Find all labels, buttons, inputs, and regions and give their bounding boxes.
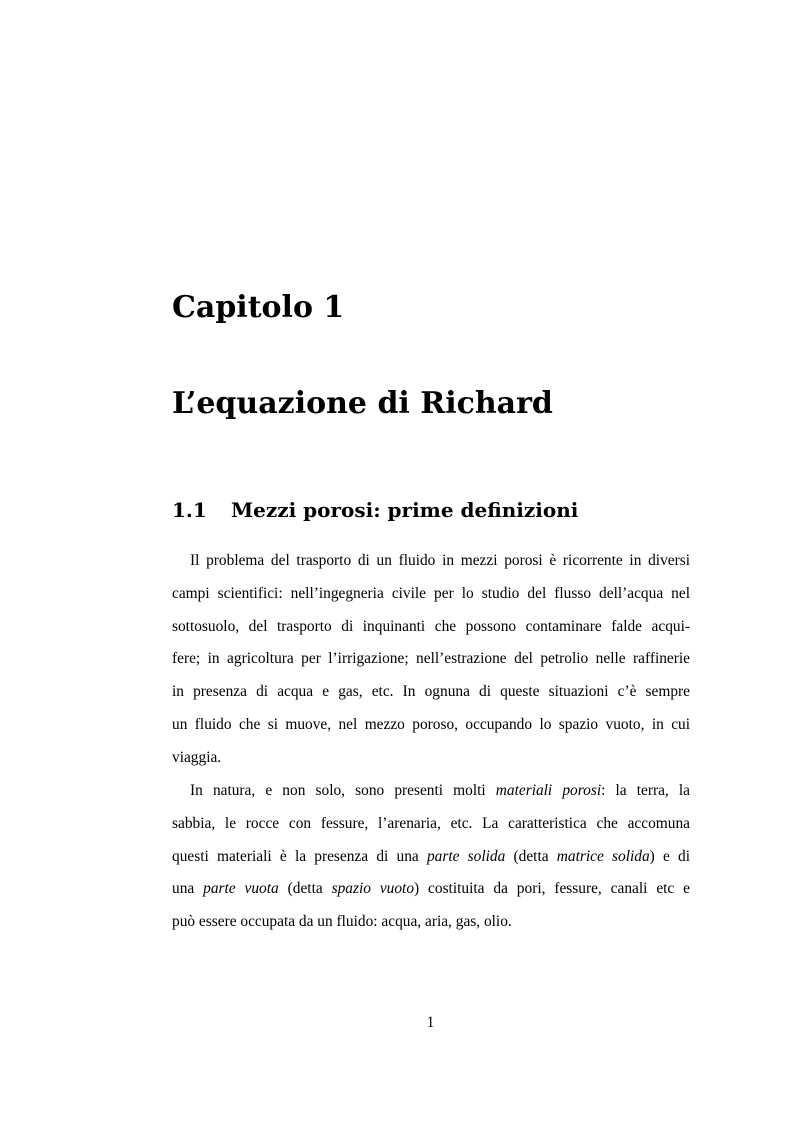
paragraph-line: fere; in agricoltura per l’irrigazione; nell’estrazione del petrolio nelle raffinerie xyxy=(172,650,690,668)
page-number: 1 xyxy=(426,1014,435,1031)
text-run: : la terra, la xyxy=(601,782,690,799)
text-run: (detta xyxy=(278,880,332,898)
emphasis: spazio vuoto xyxy=(331,880,415,898)
text-run: una xyxy=(172,880,204,898)
paragraph-line: può essere occupata da un fluido: acqua, aria, gas, olio. xyxy=(172,913,512,931)
chapter-label: Capitolo 1 xyxy=(172,290,345,325)
paragraph-line: viaggia. xyxy=(172,748,222,766)
paragraph-line: Il problema del trasporto di un fluido in mezzi porosi è ricorrente in diversi xyxy=(190,552,690,569)
paragraph-line xyxy=(172,841,690,874)
paragraph-2 xyxy=(172,775,690,939)
paragraph-line: in presenza di acqua e gas, etc. In ognuna di queste situazioni c’è sempre xyxy=(172,683,690,701)
section-title: Mezzi porosi: prime definizioni xyxy=(231,498,579,522)
text-run: questi materiali è la presenza di una xyxy=(172,847,427,865)
paragraph-line: sabbia, le rocce con fessure, l’arenaria, etc. La caratteristica che accomuna xyxy=(172,814,690,832)
emphasis: materiali porosi xyxy=(495,782,602,799)
chapter-title: L’equazione di Richard xyxy=(172,386,553,421)
section-number: 1.1 xyxy=(172,498,207,522)
emphasis: parte vuota xyxy=(203,880,279,898)
paragraph-line: un fluido che si muove, nel mezzo poroso, occupando lo spazio vuoto, in cui xyxy=(172,715,690,733)
text-run: In natura, e non solo, sono presenti molti xyxy=(190,782,496,799)
emphasis: parte solida xyxy=(426,847,506,865)
paragraph-line xyxy=(172,873,690,906)
text-run: (detta xyxy=(505,847,557,865)
paragraph-line: campi scientifici: nell’ingegneria civile per lo studio del flusso dell’acqua nel xyxy=(172,584,690,602)
text-run: ) e di xyxy=(649,847,691,865)
paragraph-line xyxy=(172,775,690,808)
paragraph-line: sottosuolo, del trasporto di inquinanti che possono contaminare falde acqui- xyxy=(172,617,690,635)
emphasis: matrice solida xyxy=(556,847,650,865)
section-heading xyxy=(172,495,578,525)
text-run: ) costituita da pori, fessure, canali etc e xyxy=(414,880,690,898)
paragraph-1 xyxy=(172,545,690,775)
